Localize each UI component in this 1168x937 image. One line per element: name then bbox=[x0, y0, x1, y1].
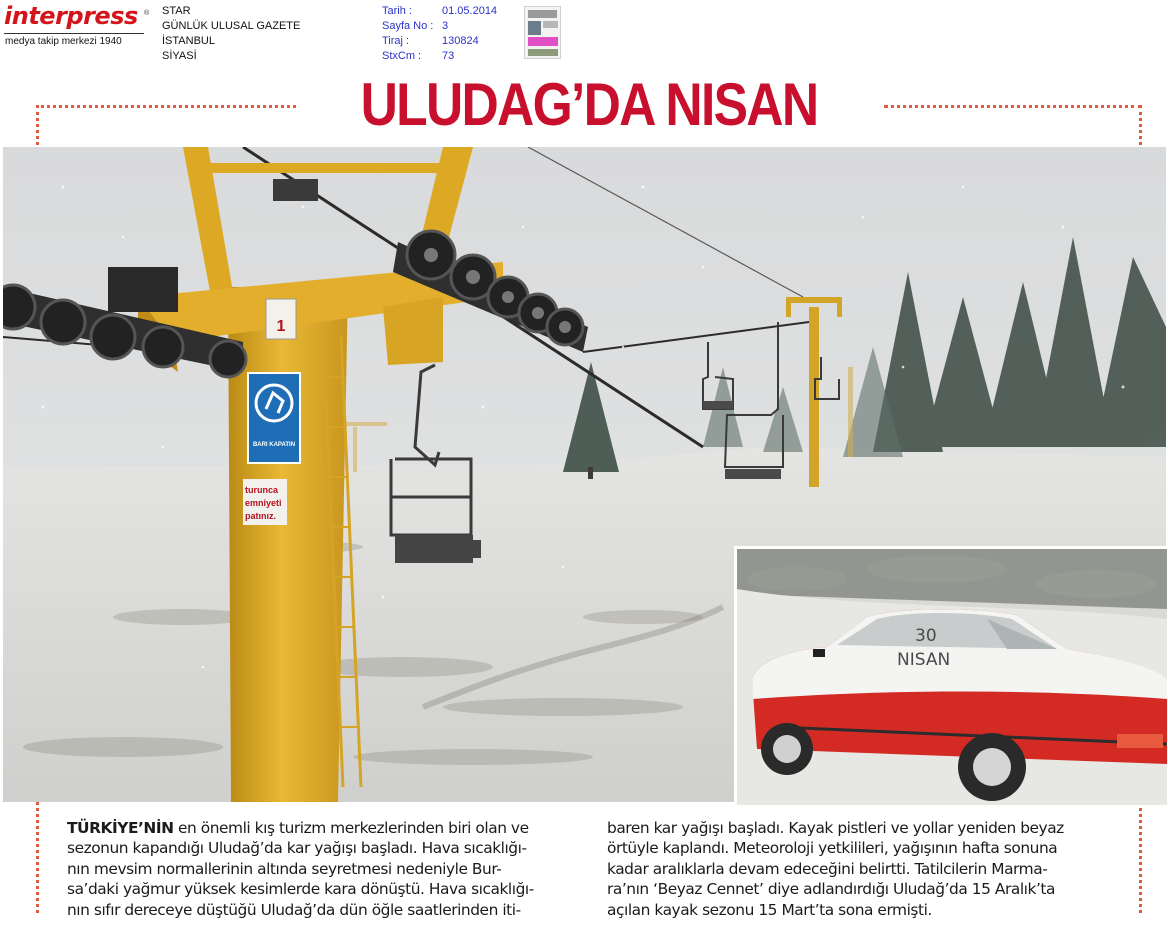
date-value: 01.05.2014 bbox=[442, 5, 498, 17]
notice-line-1: turunca bbox=[245, 485, 279, 495]
notice-line-3: patınız. bbox=[245, 511, 276, 521]
article-column-1 bbox=[67, 818, 572, 920]
article-line: açılan kayak sezonu 15 Mart’ta sona ermişti. bbox=[607, 900, 932, 919]
article-line: sa’daki yağmur yüksek kesimlerde kara dönüştü. Hava sıcaklığı- bbox=[67, 880, 534, 899]
frame-dotted-top-right bbox=[884, 105, 1142, 108]
article-headline: ULUDAG’DA NISAN bbox=[360, 71, 818, 138]
stxcm-value: 73 bbox=[442, 50, 455, 62]
thumb-block-header bbox=[528, 10, 557, 18]
date-row bbox=[382, 4, 497, 19]
date-label: Tarih : bbox=[382, 5, 412, 17]
circulation-value: 130824 bbox=[442, 35, 479, 47]
article-line bbox=[67, 818, 572, 838]
page-label: Sayfa No : bbox=[382, 20, 434, 32]
thumb-block-highlight bbox=[528, 37, 558, 46]
frame-dotted-top-left bbox=[36, 105, 296, 108]
article-line: örtüyle kaplandı. Meteoroloji yetkilileri, yağışının hafta sonuna bbox=[607, 839, 1058, 858]
stxcm-label: StxCm : bbox=[382, 50, 422, 62]
circulation-row bbox=[382, 34, 497, 49]
thumb-block-text bbox=[543, 21, 558, 28]
stxcm-row bbox=[382, 49, 497, 64]
thumb-block-footer bbox=[528, 49, 558, 56]
clipping-metadata bbox=[382, 4, 497, 64]
snow-writing-line-1: 30 bbox=[915, 626, 937, 646]
article-line: kadar aralıklarla devam edeceğini belirtti. Tatilcilerin Marma- bbox=[607, 859, 1048, 878]
article-column-2 bbox=[607, 818, 1112, 920]
page-thumbnail[interactable] bbox=[524, 6, 561, 59]
article-line: sezonun kapandığı Uludağ’da kar yağışı başladı. Hava sıcaklığı- bbox=[67, 839, 527, 858]
publication-name: STAR bbox=[162, 5, 191, 17]
logo-wordmark: interpress bbox=[4, 2, 138, 30]
article-line: ra’nın ‘Beyaz Cennet’ diye adlandırdığı Uludağ’da 15 Aralık’ta bbox=[607, 880, 1055, 899]
article-line-text: en önemli kış turizm merkezlerinden biri olan ve bbox=[173, 819, 529, 837]
page-value: 3 bbox=[442, 20, 449, 32]
logo-tagline: medya takip merkezi 1940 bbox=[5, 36, 122, 47]
page-row bbox=[382, 19, 497, 34]
notice-line-2: emniyeti bbox=[245, 498, 282, 508]
inset-photo-snowy-car bbox=[734, 546, 1168, 808]
circulation-label: Tiraj : bbox=[382, 35, 410, 47]
logo-rule bbox=[4, 33, 144, 34]
article-line: baren kar yağışı başladı. Kayak pistleri ve yollar yeniden beyaz bbox=[607, 819, 1064, 837]
publication-section: SİYASİ bbox=[162, 50, 197, 62]
logo-registered-mark: ® bbox=[144, 10, 150, 17]
publication-type: GÜNLÜK ULUSAL GAZETE bbox=[162, 20, 301, 32]
article-line: nın mevsim normallerinin altında seyretmesi nedeniyle Bur- bbox=[67, 859, 502, 878]
article-line: nın sıfır dereceye düştüğü Uludağ’da dün öğle saatlerinden iti- bbox=[67, 900, 521, 919]
publication-city: İSTANBUL bbox=[162, 35, 215, 47]
article-lead-word: TÜRKİYE’NİN bbox=[67, 819, 174, 837]
interpress-logo bbox=[4, 4, 154, 52]
snow-writing-line-2: NISAN bbox=[897, 650, 951, 670]
publication-info bbox=[162, 4, 300, 64]
tower-number: 1 bbox=[276, 318, 286, 335]
thumb-block-photo bbox=[528, 21, 541, 35]
sign-text: BARI KAPATIN bbox=[252, 442, 296, 448]
